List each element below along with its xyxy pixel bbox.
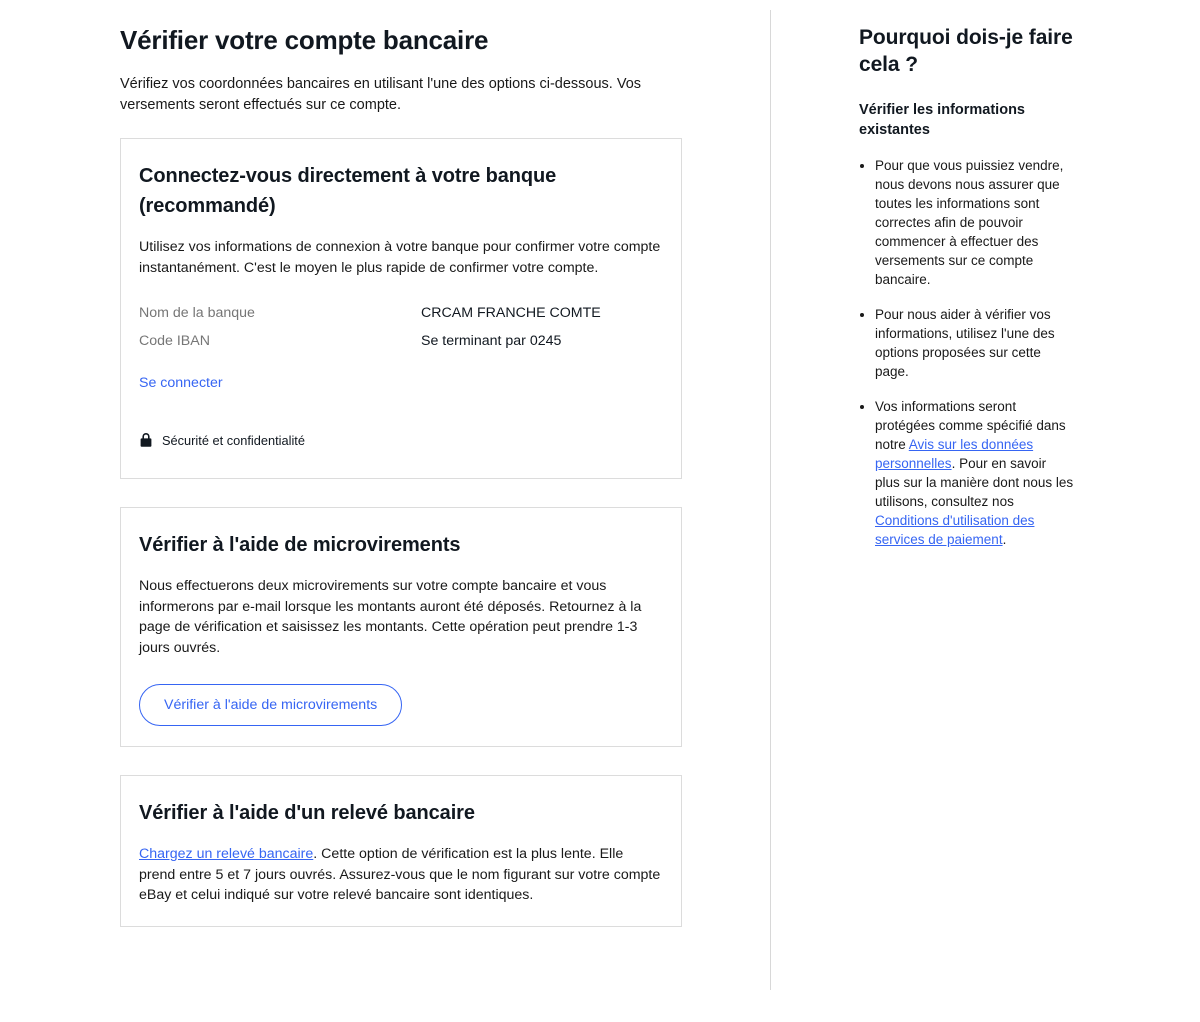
table-row <box>139 332 663 351</box>
connect-bank-link[interactable]: Se connecter <box>139 375 223 391</box>
page-title: Vérifier votre compte bancaire <box>120 25 489 55</box>
bank-details-table <box>139 304 663 351</box>
card-bank-login <box>120 138 682 479</box>
bullet3-text-3: . <box>1002 532 1007 547</box>
upload-statement-link[interactable]: Chargez un relevé bancaire <box>139 846 314 862</box>
card-microdeposits-body: Nous effectuerons deux microvirements sur votre compte bancaire et vous informerons par e-mail lorsque les montants auront été déposés. Retournez à la page de vérification et saisissez les montants. Cette opération peut prendre 1-3 jours ouvrés. <box>139 578 642 656</box>
card-bank-login-body: Utilisez vos informations de connexion à votre banque pour confirmer votre compte instantanément. C'est le moyen le plus rapide de confirmer votre compte. <box>139 239 661 276</box>
card-bank-statement-body-rest: . Cette option de vérification est la plus lente. Elle prend entre 5 et 7 jours ouvrés. Assurez-vous que le nom figurant sur votre compte eBay et celui indiqué sur votre relevé bancaire sont identiques. <box>139 846 661 903</box>
card-bank-statement <box>120 775 682 927</box>
list-item: • Pour nous aider à vérifier vos informations, utilisez l'une des options proposées sur cette page. <box>875 305 1074 381</box>
sidebar-heading: Pourquoi dois-je faire cela ? <box>859 26 1073 76</box>
card-bank-login-heading: Connectez-vous directement à votre banque (recommandé) <box>139 165 557 217</box>
card-microdeposits-heading: Vérifier à l'aide de microvirements <box>139 534 461 556</box>
lock-icon <box>139 432 153 448</box>
why-sidebar <box>859 24 1074 565</box>
security-note-text: Sécurité et confidentialité <box>162 432 305 448</box>
security-note-row <box>139 432 663 448</box>
list-item: • Pour que vous puissiez vendre, nous devons nous assurer que toutes les informations sont correctes afin de pouvoir commencer à effectuer des versements sur ce compte bancaire. <box>875 156 1074 289</box>
privacy-notice-link[interactable]: Avis sur les données personnelles <box>875 437 1034 471</box>
bank-name-label: Nom de la banque <box>139 305 255 321</box>
sidebar-subheading: Vérifier les informations existantes <box>859 102 1025 138</box>
sidebar-bullet-list <box>859 156 1074 549</box>
main-content <box>120 24 682 955</box>
card-bank-statement-heading: Vérifier à l'aide d'un relevé bancaire <box>139 802 475 824</box>
page-intro: Vérifiez vos coordonnées bancaires en utilisant l'une des options ci-dessous. Vos versements seront effectués sur ce compte. <box>120 76 642 113</box>
bullet3-text-1: Vos informations seront protégées comme spécifié dans notre <box>875 399 1066 452</box>
bullet3-text-2: . Pour en savoir plus sur la manière dont nous les utilisons, consultez nos <box>875 456 1074 509</box>
verify-microdeposits-button[interactable]: Vérifier à l'aide de microvirements <box>139 684 402 726</box>
iban-label: Code IBAN <box>139 333 210 349</box>
card-microdeposits <box>120 507 682 747</box>
table-row <box>139 304 663 323</box>
bank-name-value: CRCAM FRANCHE COMTE <box>421 305 601 321</box>
column-divider <box>770 10 771 990</box>
list-item <box>875 397 1074 549</box>
card-bank-statement-body <box>139 844 663 906</box>
iban-value: Se terminant par 0245 <box>421 333 562 349</box>
payment-terms-link[interactable]: Conditions d'utilisation des services de paiement <box>875 513 1035 547</box>
